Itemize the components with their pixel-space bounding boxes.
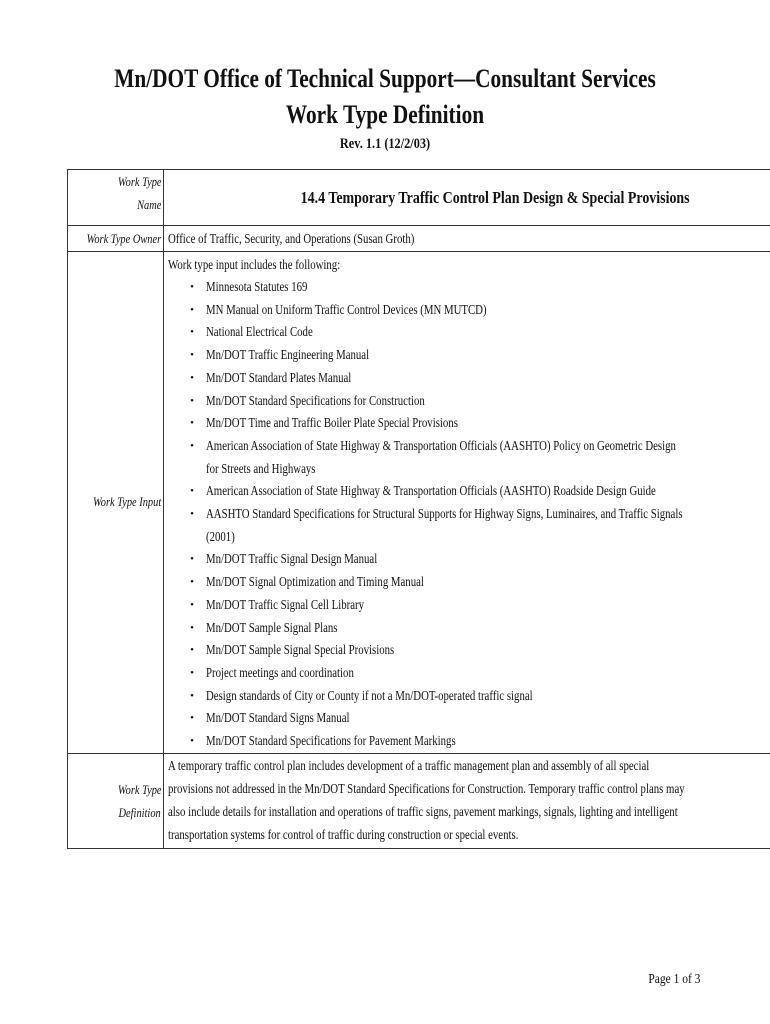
bullet-icon: •: [190, 281, 195, 293]
input-list-item-text: Mn/DOT Standard Plates Manual: [206, 369, 352, 385]
input-list-item-text: Mn/DOT Standard Specifications for Construction: [206, 392, 425, 408]
input-list-item-text: Mn/DOT Traffic Signal Design Manual: [206, 551, 378, 567]
bullet-icon: •: [190, 712, 195, 725]
work-type-definition-value: A temporary traffic control plan includes development of a traffic management plan and assembly of all special provisions not addressed in the Mn/DOT Standard Specifications for Construction. Temporary traffic control plans may also include details for installation and operations of traffic signs, pavement markings, signals, lighting and intelligent transportation systems for control of traffic during construction or special events.: [164, 753, 770, 848]
input-list-item-text: Project meetings and coordination: [206, 664, 355, 680]
input-list-item: [168, 730, 770, 753]
input-list-item: [168, 299, 770, 322]
bullet-icon: •: [190, 303, 195, 316]
input-list-item-text: AASHTO Standard Specifications for Structural Supports for Highway Signs, Luminaires, and Traffic Signals (2001): [206, 506, 683, 544]
bullet-icon: •: [190, 326, 195, 339]
input-list-item: [168, 480, 770, 503]
input-list-item-text: Mn/DOT Sample Signal Plans: [206, 619, 338, 635]
input-list-item: [168, 321, 770, 344]
input-intro: Work type input includes the following:: [168, 257, 341, 272]
input-list-item: [168, 639, 770, 662]
input-list-item-text: MN Manual on Uniform Traffic Control Devices (MN MUTCD): [206, 301, 487, 317]
input-list-item: [168, 367, 770, 390]
bullet-icon: •: [190, 508, 195, 521]
input-list-item-text: American Association of State Highway & Transportation Officials (AASHTO) Policy on Geometric Design for Streets and Highways: [206, 437, 677, 476]
input-list-item: [168, 685, 770, 708]
input-list-item: [168, 276, 770, 299]
bullet-icon: •: [190, 735, 195, 748]
work-type-owner-row: [68, 226, 770, 252]
bullet-icon: •: [190, 349, 195, 362]
bullet-icon: •: [190, 485, 195, 498]
input-list-item: [168, 662, 770, 685]
revision-label: Rev. 1.1 (12/2/03): [339, 136, 431, 152]
input-list-item: [168, 503, 770, 548]
input-list-item: [168, 594, 770, 617]
input-list-item: [168, 617, 770, 640]
work-type-table: [67, 169, 770, 849]
bullet-icon: •: [190, 439, 195, 452]
input-list-item-text: Mn/DOT Sample Signal Special Provisions: [206, 642, 395, 658]
work-type-input-label: Work Type Input: [68, 252, 164, 754]
work-type-name-value: 14.4 Temporary Traffic Control Plan Design & Special Provisions: [164, 170, 770, 226]
bullet-icon: •: [190, 394, 195, 407]
bullet-icon: •: [190, 644, 195, 657]
input-list: [168, 276, 770, 753]
document-title: Mn/DOT Office of Technical Support—Consultant Services: [114, 64, 656, 93]
work-type-name-label: Work Type Name: [68, 170, 164, 226]
bullet-icon: •: [190, 598, 195, 611]
document-subtitle: Work Type Definition: [285, 100, 485, 129]
input-list-item: [168, 707, 770, 730]
input-list-item: [168, 548, 770, 571]
input-list-item-text: National Electrical Code: [206, 324, 313, 340]
input-list-item: [168, 435, 770, 480]
bullet-icon: •: [190, 553, 195, 566]
input-list-item-text: Design standards of City or County if not a Mn/DOT-operated traffic signal: [206, 687, 533, 703]
bullet-icon: •: [190, 621, 195, 634]
input-list-item: [168, 571, 770, 594]
work-type-name-row: [68, 170, 770, 226]
input-list-item-text: Mn/DOT Traffic Signal Cell Library: [206, 596, 365, 612]
input-list-item: [168, 344, 770, 367]
work-type-input-value: [164, 252, 770, 754]
input-list-item: [168, 412, 770, 435]
bullet-icon: •: [190, 689, 195, 702]
input-list-item-text: Minnesota Statutes 169: [206, 279, 308, 294]
input-list-item-text: Mn/DOT Signal Optimization and Timing Manual: [206, 574, 425, 590]
input-list-item-text: Mn/DOT Time and Traffic Boiler Plate Special Provisions: [206, 415, 459, 431]
bullet-icon: •: [190, 371, 195, 384]
input-list-item-text: Mn/DOT Standard Specifications for Pavement Markings: [206, 733, 456, 749]
input-list-item-text: American Association of State Highway & Transportation Officials (AASHTO) Roadside Design Guide: [206, 483, 657, 499]
bullet-icon: •: [190, 417, 195, 430]
work-type-owner-label: Work Type Owner: [68, 226, 164, 252]
bullet-icon: •: [190, 666, 195, 679]
work-type-owner-value: Office of Traffic, Security, and Operations (Susan Groth): [164, 226, 770, 252]
input-list-item: [168, 390, 770, 413]
input-list-item-text: Mn/DOT Standard Signs Manual: [206, 710, 350, 726]
bullet-icon: •: [190, 576, 195, 589]
work-type-definition-label: Work Type Definition: [68, 753, 164, 848]
input-list-item-text: Mn/DOT Traffic Engineering Manual: [206, 347, 370, 363]
page-number: Page 1 of 3: [648, 972, 700, 987]
work-type-definition-row: [68, 753, 770, 848]
work-type-input-row: [68, 252, 770, 754]
